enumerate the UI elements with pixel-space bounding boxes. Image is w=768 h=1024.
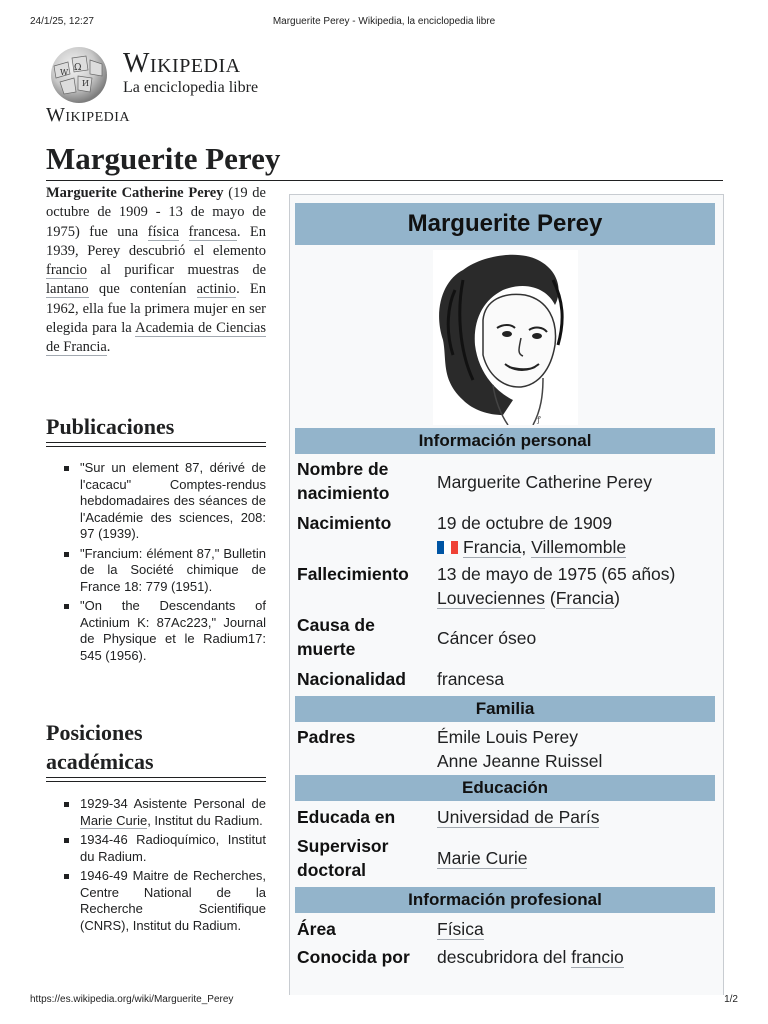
wikipedia-wordmark-small: Wikipedia — [46, 104, 131, 126]
print-page-title: Marguerite Perey - Wikipedia, la enciclopedia libre — [272, 16, 496, 27]
list-item: 1946-49 Maitre de Recherches, Centre National de la Recherche Scientifique (CNRS), Institut du Radium. — [46, 868, 266, 934]
wikipedia-tagline: La enciclopedia libre — [123, 79, 259, 96]
value-nombre: Marguerite Catherine Perey — [437, 472, 652, 492]
label-conocida-por: Conocida por — [297, 947, 410, 967]
label-supervisor: Supervisor doctoral — [297, 836, 389, 880]
list-item: "Sur un element 87, dérivé de l'cacacu" Comptes-rendus hebdomadaires des séances de l'Académie des sciences, 208: 97 (1939). — [46, 460, 266, 543]
link-academia[interactable]: Academia de Ciencias de Francia — [46, 320, 266, 356]
value-educada-en — [437, 805, 717, 829]
list-item: "On the Descendants of Actinium K: 87Ac223," Journal de Physique et le Radium17: 545 (1956). — [46, 598, 266, 664]
link-francia-2[interactable]: Francia — [555, 588, 615, 608]
link-universidad-paris[interactable]: Universidad de París — [437, 807, 600, 827]
positions-list — [46, 796, 266, 937]
label-area: Área — [297, 919, 336, 939]
value-area — [437, 917, 717, 941]
print-page-count: 1/2 — [724, 994, 738, 1005]
portrait-image[interactable] — [433, 250, 578, 425]
heading-posiciones: Posiciones académicas — [46, 720, 154, 774]
intro-paragraph: Marguerite Catherine Perey (19 de octubre de 1909 - 13 de mayo de 1975) fue una física francesa. En 1939, Perey descubrió el elemento francio al purificar muestras de lantano que contenían actinio. En 1962, ella fue la primera mujer en ser elegida para la Academia de Ciencias de Francia. — [46, 185, 267, 356]
svg-text:И: И — [82, 79, 89, 88]
france-flag-icon — [437, 536, 458, 549]
list-item: "Francium: élément 87," Bulletin de la Société chimique de France 18: 779 (1951). — [46, 546, 266, 596]
heading-publicaciones: Publicaciones — [46, 414, 175, 439]
portrait-sketch-icon — [433, 250, 578, 425]
section-informacion-profesional: Información profesional — [295, 887, 715, 913]
page-title: Marguerite Perey — [46, 141, 281, 176]
label-fallecimiento: Fallecimiento — [297, 564, 409, 584]
label-padres: Padres — [297, 727, 356, 747]
heading-rule — [46, 777, 266, 782]
link-marie-curie[interactable]: Marie Curie — [80, 812, 148, 828]
label-educada-en: Educada en — [297, 807, 396, 827]
list-item: 1929-34 Asistente Personal de Marie Curie, Institut du Radium. — [46, 796, 266, 829]
link-supervisor-marie-curie[interactable]: Marie Curie — [437, 848, 528, 868]
infobox-title: Marguerite Perey — [295, 203, 715, 245]
label-nombre: Nombre de nacimiento — [297, 459, 390, 503]
section-familia: Familia — [295, 696, 715, 722]
link-fisica[interactable]: física — [147, 223, 180, 240]
print-footer — [0, 994, 768, 1010]
value-padres: Émile Louis Perey Anne Jeanne Ruissel — [437, 727, 603, 771]
section-informacion-personal: Información personal — [295, 428, 715, 454]
wikipedia-wordmark[interactable]: Wikipedia — [123, 48, 241, 79]
svg-text:Ω: Ω — [74, 63, 82, 73]
print-timestamp: 24/1/25, 12:27 — [30, 16, 94, 27]
link-conocida-francio[interactable]: francio — [571, 947, 624, 967]
heading-rule — [46, 442, 266, 447]
link-francio[interactable]: francio — [46, 262, 88, 279]
subject-name: Marguerite Catherine Perey — [46, 185, 224, 201]
svg-text:W: W — [60, 68, 69, 77]
article-left-column — [46, 184, 266, 358]
svg-text:ꝭ: ꝭ — [537, 415, 541, 424]
label-nacionalidad: Nacionalidad — [297, 669, 406, 689]
link-area-fisica[interactable]: Física — [437, 919, 484, 939]
value-causa-muerte: Cáncer óseo — [437, 628, 537, 648]
print-url: https://es.wikipedia.org/wiki/Marguerite_Perey — [30, 994, 234, 1005]
value-nacimiento: 19 de octubre de 1909 Francia, Villemomble — [437, 513, 627, 557]
link-louveciennes[interactable]: Louveciennes — [437, 588, 545, 608]
value-fallecimiento: 13 de mayo de 1975 (65 años) Louveciennes (Francia) — [437, 564, 676, 608]
value-conocida-por: descubridora del francio — [437, 947, 624, 967]
label-nacimiento: Nacimiento — [297, 513, 392, 533]
link-actinio[interactable]: actinio — [196, 281, 237, 298]
link-villemomble[interactable]: Villemomble — [531, 537, 627, 557]
wikipedia-globe-icon[interactable] — [44, 44, 114, 106]
value-supervisor — [437, 846, 717, 870]
link-lantano[interactable]: lantano — [46, 281, 89, 298]
publications-list — [46, 460, 266, 667]
print-header — [0, 16, 768, 32]
title-divider — [46, 180, 723, 181]
label-causa-muerte: Causa de muerte — [297, 615, 375, 659]
value-nacionalidad: francesa — [437, 669, 505, 689]
list-item: 1934-46 Radioquímico, Institut du Radium. — [46, 832, 266, 865]
link-francia[interactable]: Francia — [463, 537, 522, 557]
section-educacion: Educación — [295, 775, 715, 801]
link-francesa[interactable]: francesa — [188, 223, 237, 240]
